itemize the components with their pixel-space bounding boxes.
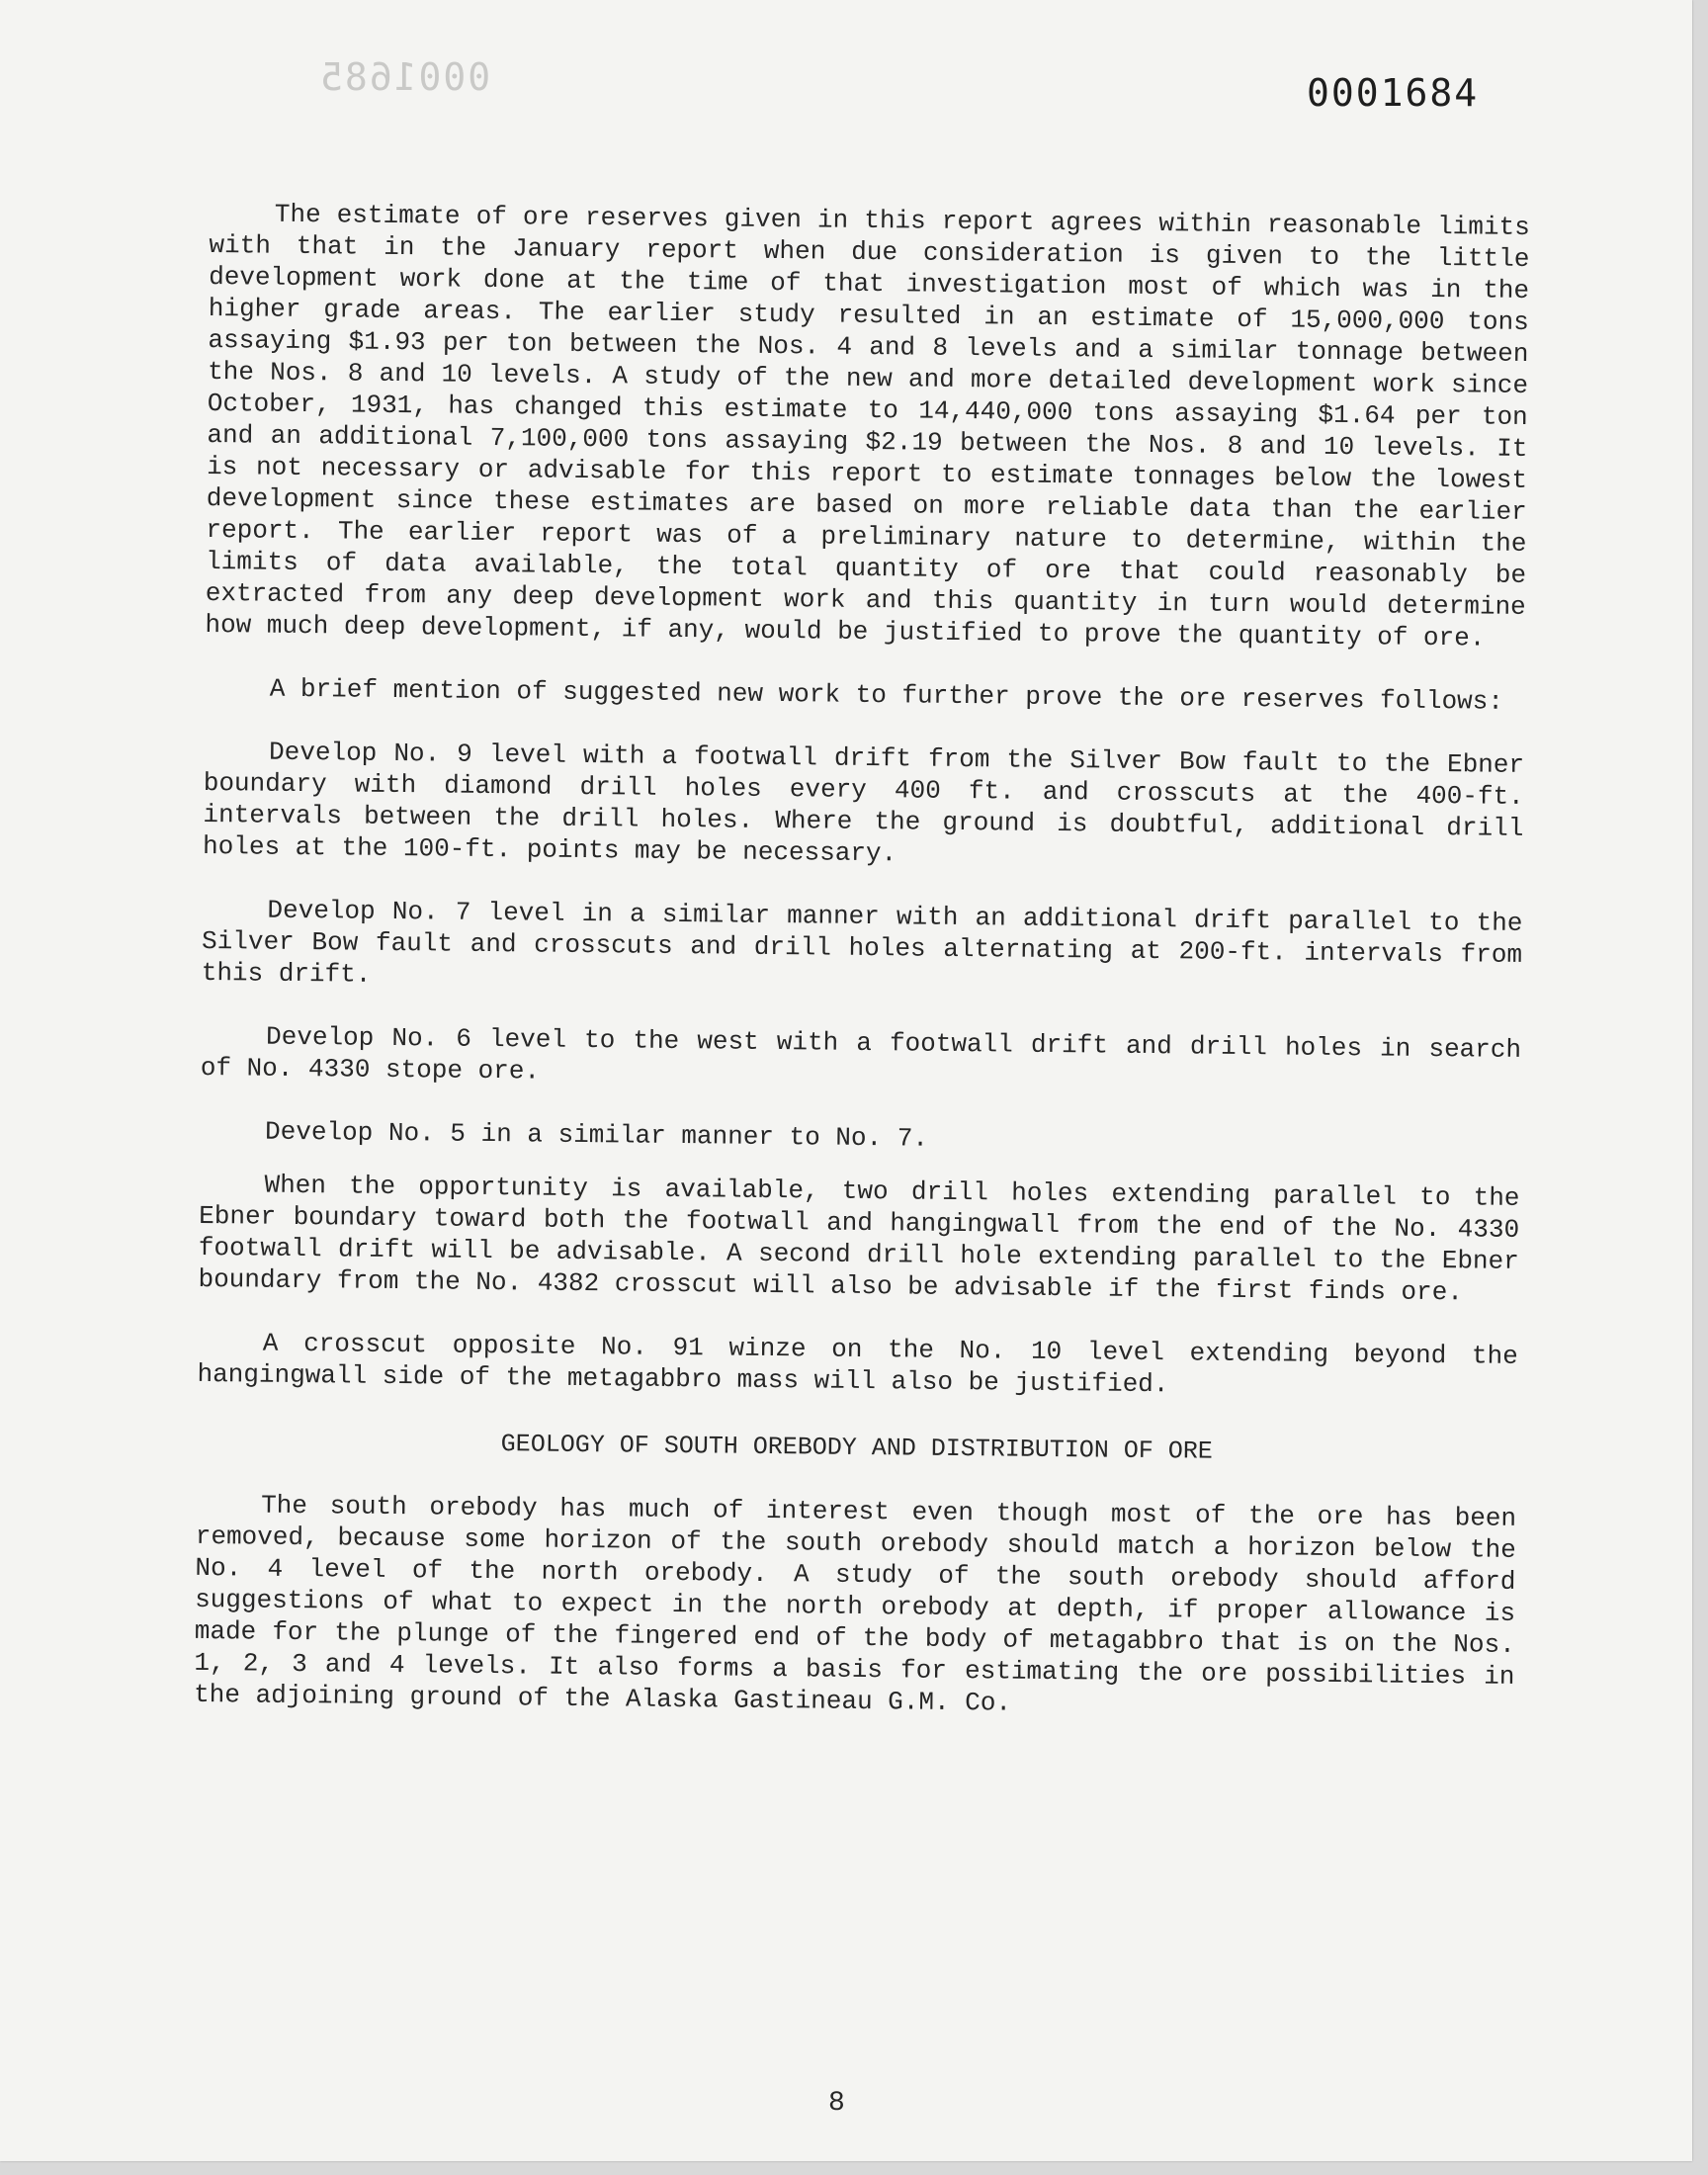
page-number: 8 [828,2088,845,2119]
document-body [194,198,1530,1756]
paragraph-crosscut-winze: A crosscut opposite No. 91 winze on the No. 10 level extending beyond the hangingwall side of the metagabbro mass will also be justified. [197,1328,1518,1400]
paragraph-develop-level-9: Develop No. 9 level with a footwall drift from the Silver Bow fault to the Ebner boundary with diamond drill holes every 400 ft. and crosscuts at the 400-ft. intervals between the drill holes. Where the ground is doubtful, additional drill holes at the 100-ft. points may be necessary. [202,737,1525,869]
section-heading: GEOLOGY OF SOUTH OREBODY AND DISTRIBUTION OF ORE [500,1430,1213,1466]
paragraph-develop-level-5: Develop No. 5 in a similar manner to No. 7. [264,1116,929,1154]
paragraph-south-orebody: The south orebody has much of interest even though most of the ore has been removed, because some horizon of the south orebody should match a horizon below the No. 4 level of the north orebody. A study of the south orebody should afford suggestions of what to expect in the north orebody at depth, if proper allowance is made for the plunge of the fingered end of the body of metagabbro that is on the Nos. 1, 2, 3 and 4 levels. It also forms a basis for estimating the ore possibilities in the adjoining ground of the Alaska Gastineau G.M. Co. [193,1490,1517,1718]
document-number: 0001684 [1307,71,1480,115]
paragraph-ore-reserve-estimate: The estimate of ore reserves given in this report agrees within reasonable limits with that in the January report when due consideration is given to the little development work done at the time of that investigation most of which was in the higher grade areas. The earlier study resulted in an estimate of 15,000,000 tons assaying $1.93 per ton between the Nos. 4 and 8 levels and a similar tonnage between the Nos. 8 and 10 levels. A study of the new and more detailed development work since October, 1931, has changed this estimate to 14,440,000 tons assaying $1.64 per ton and an additional 7,100,000 tons assaying $2.19 between the Nos. 8 and 10 levels. It is not necessary or advisable for this report to estimate tonnages below the lowest development since these estimates are based on more reliable data than the earlier report. The earlier report was of a preliminary nature to determine, within the limits of data available, the total quantity of ore that could reasonably be extracted from any deep development work and this quantity in turn would determine how much deep development, if any, would be justified to prove the quantity of ore. [205,199,1530,653]
bleed-through-number: 0001685 [318,55,491,99]
paragraph-develop-level-7: Develop No. 7 level in a similar manner with an additional drift parallel to the Silver Bow fault and crosscuts and drill holes alternating at 200-ft. intervals from this drift. [201,895,1523,990]
paragraph-develop-level-6: Develop No. 6 level to the west with a footwall drift and drill holes in search of No. 4330 stope ore. [200,1021,1522,1087]
paragraph-drill-holes: When the opportunity is available, two drill holes extending parallel to the Ebner boundary toward both the footwall and hangingwall from the end of the No. 4330 footwall drift will be advisable. A second drill hole extending parallel to the Ebner boundary from the No. 4382 crosscut will also be advisable if the first finds ore. [198,1170,1520,1308]
paragraph-suggested-work-intro: A brief mention of suggested new work to further prove the ore reserves follows: [269,673,1504,717]
